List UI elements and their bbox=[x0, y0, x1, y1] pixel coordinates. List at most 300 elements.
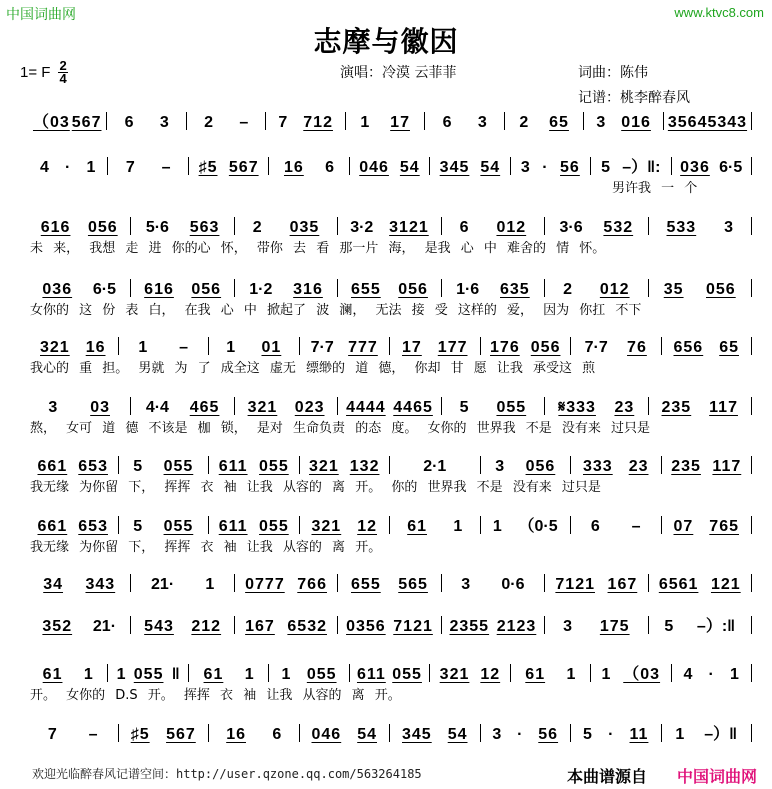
note-group: · bbox=[542, 159, 548, 176]
note-group: 1 bbox=[601, 666, 611, 683]
note-group: 5 bbox=[459, 399, 469, 416]
note-group: 17 bbox=[402, 339, 422, 356]
note-group: 132 bbox=[349, 458, 380, 475]
note-group: – bbox=[631, 518, 641, 535]
measure bbox=[28, 399, 130, 417]
measure bbox=[131, 399, 233, 417]
note-group: 611 bbox=[218, 518, 248, 535]
measure bbox=[571, 726, 661, 744]
measure bbox=[266, 114, 344, 132]
measure bbox=[571, 518, 661, 536]
measure bbox=[28, 666, 107, 684]
note-group: 1 bbox=[360, 114, 370, 131]
note-group: 567 bbox=[228, 159, 259, 176]
note-group: 655 bbox=[351, 576, 381, 593]
measure bbox=[649, 576, 751, 594]
note-group: 055 bbox=[163, 518, 194, 535]
note-group: 4 bbox=[40, 159, 49, 176]
note-group: – bbox=[179, 339, 189, 356]
note-group: 611 bbox=[356, 666, 386, 683]
measure bbox=[119, 726, 209, 744]
measure bbox=[235, 399, 337, 417]
note-group: 1 bbox=[83, 666, 93, 683]
note-group: 3·6 bbox=[559, 219, 583, 236]
bar-line bbox=[751, 337, 752, 355]
measure bbox=[108, 159, 187, 177]
measure bbox=[430, 159, 509, 177]
note-group: （0·5 bbox=[518, 518, 558, 535]
score-row bbox=[28, 275, 752, 299]
note-group: 4 bbox=[683, 666, 693, 683]
measure bbox=[209, 726, 299, 744]
note-group: 5 bbox=[601, 159, 611, 176]
note-group: 65 bbox=[719, 339, 739, 356]
note-group: 3 bbox=[563, 618, 572, 635]
note-group: 6 bbox=[325, 159, 335, 176]
note-group: ‖ bbox=[171, 666, 180, 683]
bar-line bbox=[751, 724, 752, 742]
note-group: 016 bbox=[621, 114, 651, 131]
measure bbox=[662, 339, 752, 357]
measure bbox=[28, 281, 130, 299]
note-group: 055 bbox=[496, 399, 527, 416]
note-group: 16 bbox=[85, 339, 106, 356]
measure bbox=[300, 339, 390, 357]
note-group: 7·7 bbox=[584, 339, 608, 356]
note-group: 61 bbox=[525, 666, 546, 683]
measure bbox=[390, 726, 480, 744]
note-group: 3·2 bbox=[350, 219, 374, 236]
note-group: 35 bbox=[663, 281, 684, 298]
score-row bbox=[28, 213, 752, 237]
measure bbox=[28, 339, 118, 357]
measure bbox=[189, 159, 268, 177]
note-group: 611 bbox=[218, 458, 248, 475]
measure bbox=[662, 721, 752, 744]
note-group: 321 bbox=[311, 518, 342, 535]
note-group: 5 bbox=[133, 518, 143, 535]
note-group: 012 bbox=[496, 219, 527, 236]
measure bbox=[269, 159, 348, 177]
note-group: 3121 bbox=[389, 219, 429, 236]
note-group: 1 bbox=[86, 159, 96, 176]
singer-credit: 演唱：冷漠 云菲菲 bbox=[340, 65, 457, 81]
bar-line bbox=[751, 217, 752, 235]
bar-line bbox=[751, 397, 752, 415]
source-site[interactable]: 中国词曲网 bbox=[677, 767, 758, 786]
note-group: 056 bbox=[398, 281, 428, 298]
measure bbox=[269, 666, 348, 684]
note-group: 035 bbox=[289, 219, 320, 236]
note-group: 1 bbox=[116, 666, 126, 683]
note-group: · bbox=[517, 726, 523, 743]
note-group: 046 bbox=[311, 726, 342, 743]
note-group: 321 bbox=[247, 399, 278, 416]
measure bbox=[119, 518, 209, 536]
note-group: 5 bbox=[583, 726, 592, 743]
note-group: 3 bbox=[159, 114, 169, 131]
measure bbox=[481, 339, 571, 357]
note-group: 117 bbox=[709, 399, 738, 416]
note-group: 2·1 bbox=[423, 458, 447, 475]
note-group: 177 bbox=[437, 339, 468, 356]
measure bbox=[350, 666, 429, 684]
note-group: 2123 bbox=[496, 618, 537, 635]
note-group: 03 bbox=[90, 399, 110, 416]
note-group: 1 bbox=[244, 666, 254, 683]
measure bbox=[649, 281, 751, 299]
measure bbox=[481, 458, 571, 476]
note-group: 4465 bbox=[393, 399, 433, 416]
note-group: 7 bbox=[278, 114, 288, 131]
note-group: 055 bbox=[259, 458, 289, 475]
note-group: 036 bbox=[680, 159, 710, 176]
note-group: 65 bbox=[549, 114, 569, 131]
note-group: 543 bbox=[144, 618, 174, 635]
score-row bbox=[28, 570, 752, 594]
note-group: 17 bbox=[390, 114, 410, 131]
note-group: 23 bbox=[628, 458, 649, 475]
welcome-text: 欢迎光临醉春风记谱空间：http://user.qzone.qq.com/563264185 bbox=[32, 767, 422, 781]
note-group: 56 bbox=[560, 159, 580, 176]
score-row bbox=[28, 333, 752, 357]
note-group: –）‖: bbox=[622, 159, 661, 176]
note-group: 316 bbox=[293, 281, 323, 298]
score-row bbox=[28, 660, 752, 684]
note-group: 7 bbox=[47, 726, 57, 743]
measure bbox=[442, 219, 544, 237]
measure bbox=[545, 219, 647, 237]
note-group: 333 bbox=[583, 458, 613, 475]
bar-line bbox=[751, 157, 752, 175]
note-group: 777 bbox=[348, 339, 378, 356]
note-group: 121 bbox=[710, 576, 741, 593]
note-group: 056 bbox=[191, 281, 222, 298]
note-group: 321 bbox=[439, 666, 470, 683]
note-group: 21· bbox=[151, 576, 175, 593]
note-group: 653 bbox=[78, 458, 108, 475]
note-group: –）‖ bbox=[704, 726, 738, 743]
note-group: （03 bbox=[32, 114, 70, 131]
note-group: 34 bbox=[43, 576, 64, 593]
note-group: ♯5 bbox=[198, 159, 218, 176]
note-group: 61 bbox=[42, 666, 63, 683]
note-group: 6 bbox=[459, 219, 469, 236]
note-group: 012 bbox=[599, 281, 630, 298]
measure bbox=[235, 281, 337, 299]
measure bbox=[442, 399, 544, 417]
note-group: 056 bbox=[530, 339, 561, 356]
measure bbox=[131, 618, 233, 636]
note-group: 61 bbox=[203, 666, 224, 683]
note-group: 56 bbox=[538, 726, 559, 743]
measure bbox=[571, 458, 661, 476]
note-group: 567 bbox=[71, 114, 102, 131]
bar-line bbox=[751, 516, 752, 534]
measure bbox=[338, 618, 440, 636]
note-group: 7 bbox=[125, 159, 135, 176]
note-group: 07 bbox=[673, 518, 694, 535]
measure bbox=[545, 399, 647, 417]
measure bbox=[672, 666, 751, 684]
note-group: 6 bbox=[590, 518, 600, 535]
note-group: 21· bbox=[92, 618, 117, 635]
note-group: 3 bbox=[495, 458, 505, 475]
measure bbox=[300, 726, 390, 744]
measure bbox=[119, 339, 209, 357]
measure bbox=[131, 281, 233, 299]
note-group: 661 bbox=[37, 458, 68, 475]
note-group: 056 bbox=[525, 458, 556, 475]
score-row bbox=[28, 512, 752, 536]
note-group: ♯5 bbox=[130, 726, 150, 743]
time-signature bbox=[58, 60, 67, 85]
note-group: 055 bbox=[133, 666, 164, 683]
note-group: 653 bbox=[78, 518, 108, 535]
note-group: 055 bbox=[259, 518, 289, 535]
measure bbox=[119, 458, 209, 476]
score-row bbox=[28, 452, 752, 476]
watermark-url[interactable]: www.ktvc8.com bbox=[674, 5, 764, 20]
note-group: 5 bbox=[133, 458, 143, 475]
note-group: 565 bbox=[398, 576, 428, 593]
time-numerator: 2 bbox=[59, 58, 67, 73]
note-group: 11 bbox=[629, 726, 649, 743]
bar-line bbox=[751, 456, 752, 474]
note-group: 1 bbox=[492, 518, 502, 535]
note-group: 4444 bbox=[346, 399, 386, 416]
note-group: 176 bbox=[490, 339, 520, 356]
measure bbox=[571, 339, 661, 357]
note-group: 6·5 bbox=[719, 159, 743, 176]
measure bbox=[649, 219, 751, 237]
note-group: 056 bbox=[87, 219, 118, 236]
note-group: 1 bbox=[675, 726, 685, 743]
score-row bbox=[28, 153, 752, 177]
measure bbox=[591, 661, 670, 684]
bar-line bbox=[751, 616, 752, 634]
measure bbox=[189, 666, 268, 684]
song-title: 志摩与徽因 bbox=[313, 25, 459, 58]
note-group: 235 bbox=[671, 458, 701, 475]
measure bbox=[662, 518, 752, 536]
note-group: – bbox=[88, 726, 98, 743]
measure bbox=[442, 618, 544, 636]
note-group: 1 bbox=[281, 666, 291, 683]
note-group: 1 bbox=[205, 576, 215, 593]
note-group: 1·6 bbox=[456, 281, 480, 298]
measure bbox=[187, 114, 265, 132]
note-group: – bbox=[239, 114, 249, 131]
note-group: 167 bbox=[245, 618, 275, 635]
measure bbox=[28, 159, 107, 177]
note-group: 3564 bbox=[667, 114, 708, 131]
measure bbox=[338, 399, 440, 417]
transcriber-credit: 记谱：桃李醉春风 bbox=[578, 90, 690, 106]
measure bbox=[511, 159, 590, 177]
note-group: 5343 bbox=[707, 114, 748, 131]
note-group: 055 bbox=[163, 458, 194, 475]
note-group: 321 bbox=[40, 339, 70, 356]
note-group: 6 bbox=[272, 726, 282, 743]
note-group: 61 bbox=[407, 518, 427, 535]
key-label: 1= F bbox=[20, 64, 51, 81]
note-group: 567 bbox=[166, 726, 196, 743]
note-group: 563 bbox=[189, 219, 220, 236]
note-group: 5 bbox=[664, 618, 674, 635]
lyrics-line: 开。 女你的 D.S 开。 挥挥 衣 袖 让我 从容的 离 开。 bbox=[30, 688, 401, 703]
measure bbox=[481, 726, 571, 744]
note-group: 212 bbox=[191, 618, 222, 635]
note-group: 046 bbox=[359, 159, 389, 176]
note-group: 533 bbox=[666, 219, 697, 236]
score-row bbox=[28, 393, 752, 417]
measure bbox=[209, 458, 299, 476]
note-group: 1 bbox=[453, 518, 463, 535]
note-group: 616 bbox=[40, 219, 71, 236]
measure bbox=[545, 576, 647, 594]
note-group: 54 bbox=[357, 726, 377, 743]
note-group: 343 bbox=[85, 576, 116, 593]
measure bbox=[28, 618, 130, 636]
note-group: 12 bbox=[357, 518, 377, 535]
lyrics-line: 男许我 一 个 bbox=[612, 181, 698, 196]
note-group: 01 bbox=[261, 339, 282, 356]
note-group: 1 bbox=[226, 339, 236, 356]
measure bbox=[390, 518, 480, 536]
note-group: 023 bbox=[294, 399, 325, 416]
note-group: 16 bbox=[283, 159, 304, 176]
measure bbox=[511, 666, 590, 684]
measure bbox=[107, 114, 185, 132]
lyrics-line: 我无缘 为你留 下， 挥挥 衣 袖 让我 从容的 离 开。 你的 世界我 不是 没有来 过只是 bbox=[30, 480, 601, 495]
note-group: 3 bbox=[461, 576, 471, 593]
measure bbox=[209, 518, 299, 536]
measure bbox=[442, 281, 544, 299]
note-group: 6·5 bbox=[92, 281, 117, 298]
measure bbox=[338, 281, 440, 299]
measure bbox=[545, 618, 647, 636]
note-group: 5·6 bbox=[145, 219, 169, 236]
note-group: 117 bbox=[712, 458, 742, 475]
lyrics-line: 我心的 重 担。 男就 为 了 成全这 虚无 缥缈的 道 德， 你却 甘 愿 让我 承受这 煎 bbox=[30, 361, 596, 376]
note-group: 2 bbox=[563, 281, 572, 298]
note-group: 6532 bbox=[287, 618, 327, 635]
note-group: 3 bbox=[48, 399, 58, 416]
measure bbox=[350, 159, 429, 177]
measure bbox=[209, 339, 299, 357]
note-group: 0777 bbox=[245, 576, 285, 593]
key-signature bbox=[20, 60, 68, 85]
note-group: 3 bbox=[492, 726, 502, 743]
note-group: 4·4 bbox=[145, 399, 169, 416]
note-group: 036 bbox=[42, 281, 73, 298]
bar-line bbox=[751, 664, 752, 682]
note-group: 0·6 bbox=[501, 576, 525, 593]
note-group: 055 bbox=[306, 666, 337, 683]
note-group: 0356 bbox=[346, 618, 386, 635]
note-group: 056 bbox=[706, 281, 736, 298]
note-group: 655 bbox=[351, 281, 381, 298]
note-group: 712 bbox=[303, 114, 333, 131]
lyrics-line: 熬， 女可 道 德 不该是 枷 锁， 是对 生命负责 的态 度。 女你的 世界我 不是 没有来 过只是 bbox=[30, 421, 650, 436]
note-group: 656 bbox=[673, 339, 704, 356]
measure bbox=[390, 458, 480, 476]
time-denominator: 4 bbox=[59, 71, 67, 86]
note-group: 23 bbox=[614, 399, 635, 416]
note-group: 235 bbox=[661, 399, 692, 416]
note-group: 6 bbox=[124, 114, 134, 131]
note-group: 12 bbox=[480, 666, 501, 683]
measure bbox=[235, 618, 337, 636]
note-group: 345 bbox=[402, 726, 432, 743]
note-group: 321 bbox=[309, 458, 339, 475]
note-group: 1 bbox=[138, 339, 148, 356]
measure bbox=[672, 159, 751, 177]
watermark-site-name: 中国词曲网 bbox=[6, 7, 76, 23]
note-group: 𝄋333 bbox=[558, 399, 596, 416]
note-group: 6 bbox=[442, 114, 452, 131]
note-group: 7·7 bbox=[310, 339, 334, 356]
note-group: · bbox=[608, 726, 614, 743]
measure bbox=[28, 726, 118, 744]
note-group: 635 bbox=[500, 281, 530, 298]
lyrics-line: 未 来， 我想 走 进 你的心 怀， 带你 去 看 那一片 海， 是我 心 中 难舍的 情 怀。 bbox=[30, 241, 606, 256]
note-group: 54 bbox=[447, 726, 468, 743]
measure bbox=[591, 154, 670, 177]
score-row bbox=[28, 108, 752, 132]
note-group: 345 bbox=[439, 159, 470, 176]
note-group: 2 bbox=[252, 219, 262, 236]
note-group: 352 bbox=[42, 618, 73, 635]
note-group: 3 bbox=[477, 114, 487, 131]
measure bbox=[235, 219, 337, 237]
measure bbox=[338, 576, 440, 594]
note-group: 3 bbox=[596, 114, 606, 131]
measure bbox=[28, 518, 118, 536]
measure bbox=[131, 219, 233, 237]
note-group: 465 bbox=[189, 399, 220, 416]
note-group: 2 bbox=[204, 114, 214, 131]
measure bbox=[662, 458, 752, 476]
measure bbox=[338, 219, 440, 237]
note-group: 175 bbox=[599, 618, 630, 635]
note-group: 54 bbox=[399, 159, 420, 176]
note-group: 661 bbox=[37, 518, 68, 535]
note-group: 54 bbox=[480, 159, 501, 176]
note-group: 3 bbox=[520, 159, 530, 176]
note-group: – bbox=[161, 159, 171, 176]
measure bbox=[649, 613, 751, 636]
measure bbox=[28, 458, 118, 476]
note-group: 2 bbox=[519, 114, 529, 131]
note-group: · bbox=[65, 159, 71, 176]
note-group: 055 bbox=[392, 666, 422, 683]
note-group: （03 bbox=[623, 666, 661, 683]
measure bbox=[442, 576, 544, 594]
note-group: 7121 bbox=[393, 618, 433, 635]
note-group: 167 bbox=[607, 576, 638, 593]
measure bbox=[664, 114, 751, 132]
lyrics-line: 女你的 这 份 表 白， 在我 心 中 掀起了 波 澜， 无法 接 受 这样的 爱， 因为 你扛 不下 bbox=[30, 303, 642, 318]
composer-credit: 词曲：陈伟 bbox=[578, 65, 648, 81]
source-label: 本曲谱源自 bbox=[567, 767, 648, 786]
measure bbox=[390, 339, 480, 357]
measure bbox=[300, 518, 390, 536]
bar-line bbox=[751, 574, 752, 592]
measure bbox=[28, 219, 130, 237]
measure bbox=[235, 576, 337, 594]
